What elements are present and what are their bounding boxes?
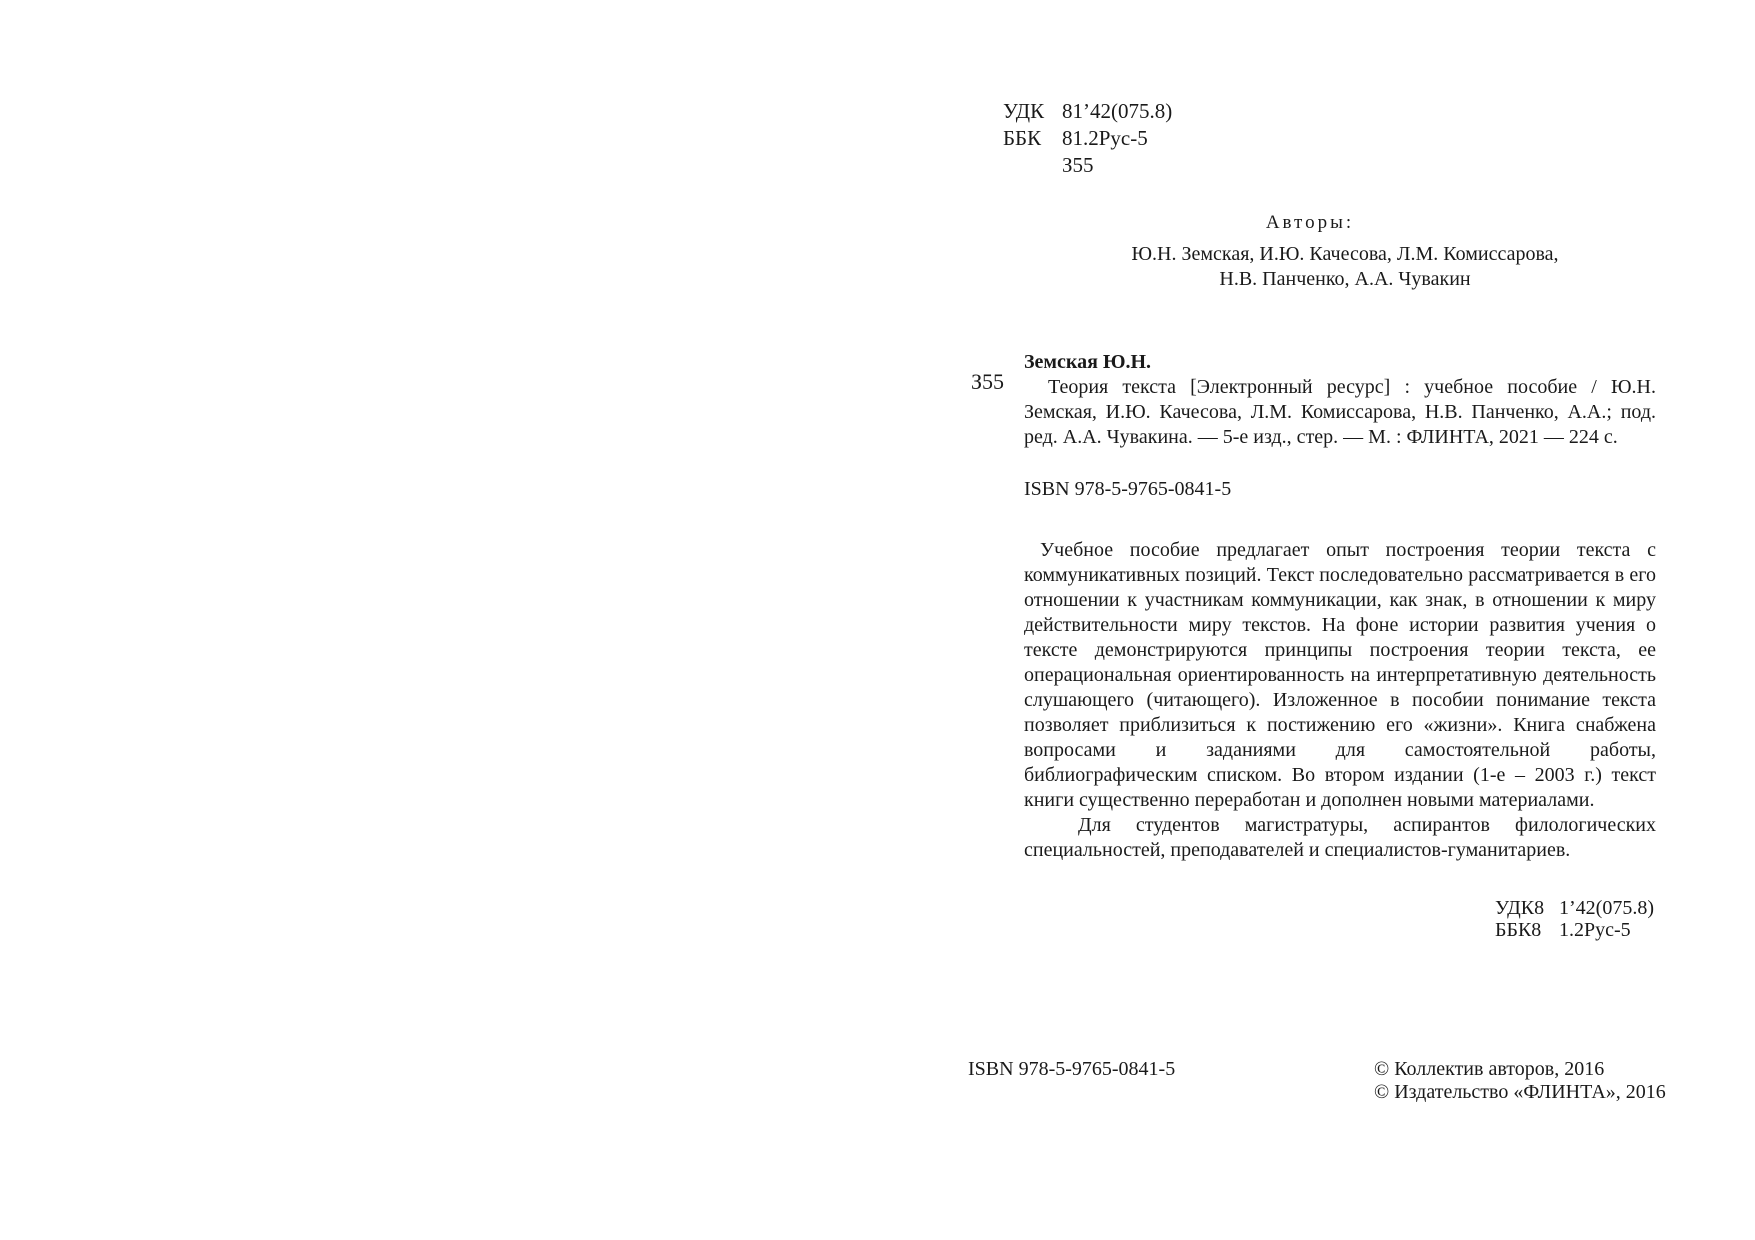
copyright-publisher: © Издательство «ФЛИНТА», 2016 bbox=[1374, 1081, 1666, 1103]
udk-label-bottom: УДК8 bbox=[1495, 897, 1545, 919]
copyright-authors: © Коллектив авторов, 2016 bbox=[1374, 1058, 1605, 1080]
bbk-label: ББК bbox=[1003, 126, 1042, 150]
bbk-value-bottom: 1.2Рус-5 bbox=[1559, 919, 1631, 941]
udk-value: 81’42(075.8) bbox=[1062, 99, 1173, 123]
isbn-footer: ISBN 978-5-9765-0841-5 bbox=[968, 1058, 1176, 1080]
side-author-mark: З55 bbox=[971, 369, 1005, 394]
authors-list bbox=[1040, 242, 1650, 292]
isbn-main: ISBN 978-5-9765-0841-5 bbox=[1024, 478, 1232, 500]
biblio-entry: Теория текста [Электронный ресурс] : учебное пособие / Ю.Н. Земская, И.Ю. Качесова, Л.М. Комиссарова, Н.В. Панченко, А.А.; под. ред. А.А. Чувакина. — 5-е изд., стер. — М. : ФЛИНТА, 2021 — 224 с. bbox=[1024, 376, 1656, 448]
bbk-value: 81.2Рус-5 bbox=[1062, 126, 1148, 150]
biblio-author: Земская Ю.Н. bbox=[1024, 351, 1152, 373]
udk-label: УДК bbox=[1003, 99, 1045, 123]
author-mark: З55 bbox=[1062, 153, 1094, 177]
copyright-block bbox=[1374, 1058, 1666, 1104]
bbk-label-bottom: ББК8 bbox=[1495, 919, 1542, 941]
udk-value-bottom: 1’42(075.8) bbox=[1559, 897, 1654, 919]
annotation bbox=[1024, 538, 1656, 863]
annotation-paragraph-2: Для студентов магистратуры, аспирантов филологических специальностей, преподавателей и специалистов-гуманитариев. bbox=[1024, 814, 1656, 861]
classification-codes-bottom bbox=[1495, 897, 1654, 941]
bibliographic-record bbox=[1024, 350, 1656, 450]
annotation-paragraph-1: Учебное пособие предлагает опыт построения теории текста с коммуникативных позиций. Текст последовательно рассматривается в его отношении к участникам коммуникации, как знак, в отношении к миру действительности миру текстов. На фоне истории развития учения о тексте демонстрируются принципы построения теории текста, ее операциональная ориентированность на интерпретативную деятельность слушающего (читающего). Изложенное в пособии понимание текста позволяет приблизиться к постижению его «жизни». Книга снабжена вопросами и заданиями для самостоятельной работы, библиографическим списком. Во втором издании (1-е – 2003 г.) текст книги существенно переработан и дополнен новыми материалами. bbox=[1024, 539, 1656, 811]
authors-line-1: Ю.Н. Земская, И.Ю. Качесова, Л.М. Комиссарова, bbox=[1131, 243, 1559, 265]
authors-heading: Авторы: bbox=[1265, 212, 1355, 233]
authors-line-2: Н.В. Панченко, А.А. Чувакин bbox=[1219, 268, 1471, 290]
